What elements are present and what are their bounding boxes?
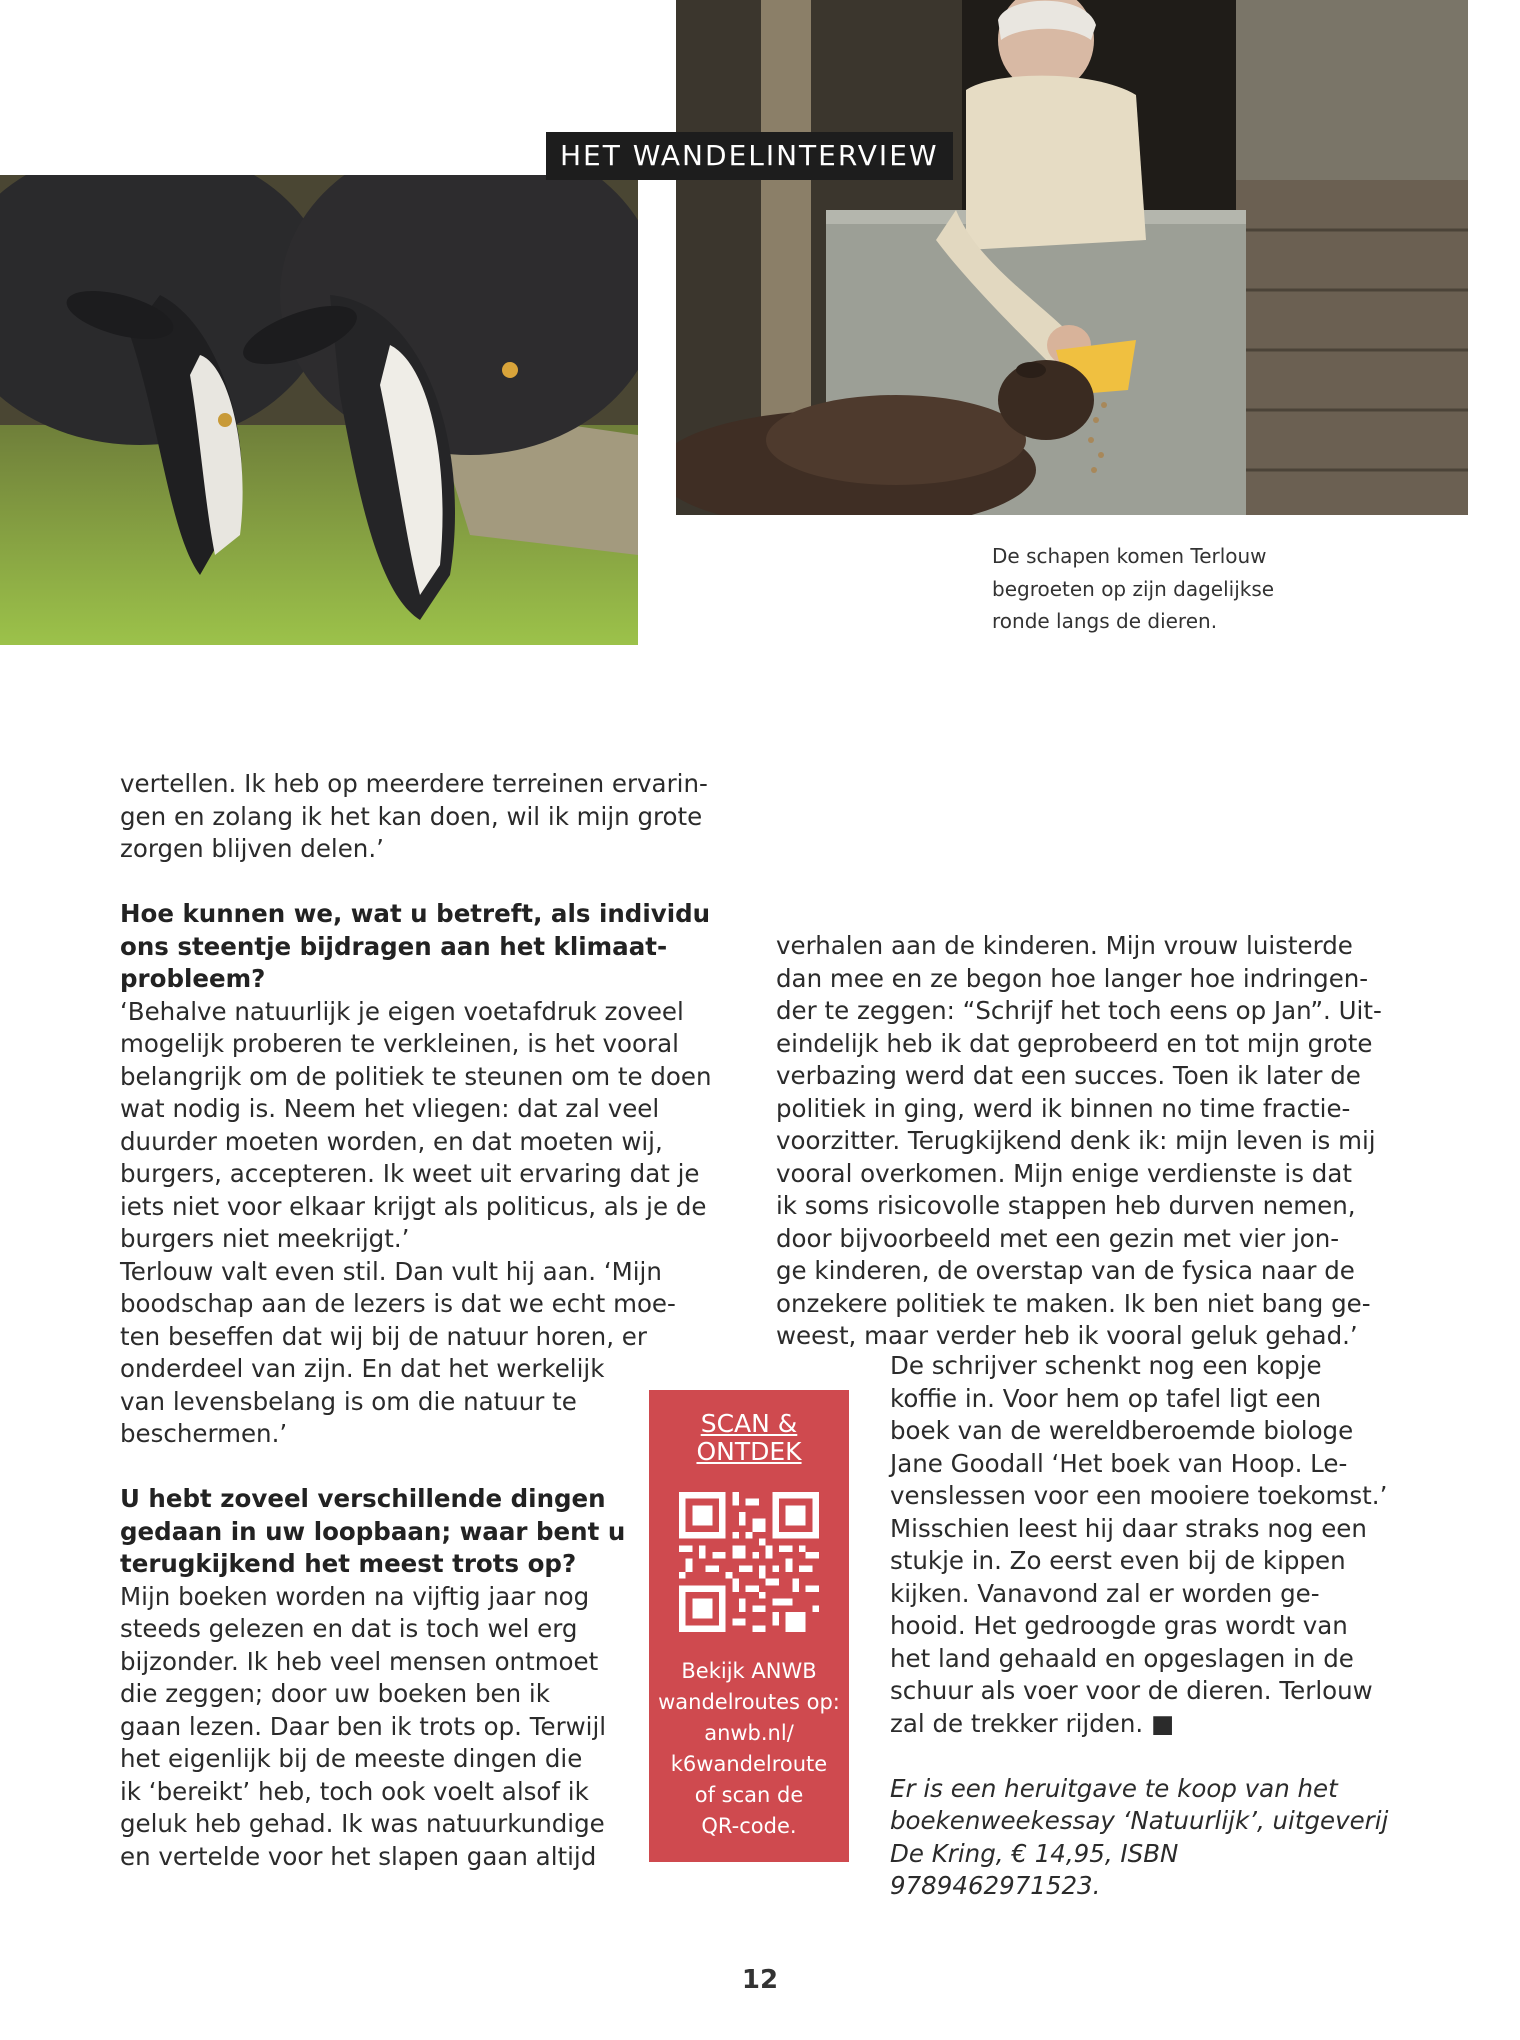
book-note-line: De Kring, € 14,95, ISBN 9789462971523. — [890, 1838, 1179, 1900]
body-line: ge kinderen, de overstap van de fysica naar de — [776, 1256, 1355, 1285]
body-line: weest, maar verder heb ik vooral geluk gehad.’ — [776, 1321, 1358, 1350]
question-line: ons steentje bijdragen aan het klimaat- — [120, 931, 668, 961]
body-line: hooid. Het gedroogde gras wordt van — [890, 1611, 1348, 1640]
body-line: koffie in. Voor hem op tafel ligt een — [890, 1383, 1322, 1413]
body-line: het land gehaald en opgeslagen in de — [890, 1643, 1354, 1673]
body-line: der te zeggen: “Schrijf het toch eens op Jan”. Uit- — [776, 996, 1382, 1025]
question-line: U hebt zoveel verschillende dingen — [120, 1484, 606, 1513]
body-line: van levensbelang is om die natuur te — [120, 1386, 577, 1416]
book-note-line: Er is een heruitgave te koop van het — [890, 1773, 1338, 1803]
body-line: voorzitter. Terugkijkend denk ik: mijn leven is mij — [776, 1126, 1376, 1155]
body-line: Jane Goodall ‘Het boek van Hoop. Le- — [890, 1448, 1348, 1478]
body-line: ‘Behalve natuurlijk je eigen voetafdruk zoveel — [120, 996, 684, 1026]
body-line: gen en zolang ik het kan doen, wil ik mijn grote — [120, 801, 703, 831]
body-line: Misschien leest hij daar straks nog een — [890, 1513, 1367, 1543]
body-line: zal de trekker rijden. ■ — [890, 1708, 1175, 1738]
body-line: ik soms risicovolle stappen heb durven nemen, — [776, 1191, 1356, 1220]
body-line: gaan lezen. Daar ben ik trots op. Terwijl — [120, 1711, 607, 1741]
question-line: gedaan in uw loopbaan; waar bent u — [120, 1516, 626, 1546]
article-left-column — [120, 768, 720, 1873]
body-line: De schrijver schenkt nog een kopje — [890, 1351, 1322, 1380]
body-line: ik ‘bereikt’ heb, toch ook voelt alsof ik — [120, 1776, 589, 1806]
body-line: Terlouw valt even stil. Dan vult hij aan. ‘Mijn — [120, 1256, 662, 1286]
body-line: politiek in ging, werd ik binnen no time fractie- — [776, 1093, 1351, 1123]
body-line: onzekere politiek te maken. Ik ben niet bang ge- — [776, 1288, 1371, 1318]
body-line: vertellen. Ik heb op meerdere terreinen ervarin- — [120, 769, 708, 798]
man-feeding-sheep-photo — [676, 0, 1468, 515]
body-line: schuur als voer voor de dieren. Terlouw — [890, 1676, 1373, 1705]
question-line: terugkijkend het meest trots op? — [120, 1549, 577, 1578]
body-line: belangrijk om de politiek te steunen om te doen — [120, 1061, 712, 1091]
body-line: beschermen.’ — [120, 1419, 288, 1448]
scan-promo-box — [649, 1390, 849, 1862]
section-label: HET WANDELINTERVIEW — [546, 132, 953, 180]
scan-text-line: QR-code. — [701, 1814, 797, 1838]
body-line: Mijn boeken worden na vijftig jaar nog — [120, 1581, 590, 1611]
body-line: iets niet voor elkaar krijgt als politicus, als je de — [120, 1191, 707, 1221]
body-line: zorgen blijven delen.’ — [120, 834, 384, 863]
body-line: en vertelde voor het slapen gaan altijd — [120, 1841, 597, 1871]
caption-line: begroeten op zijn dagelijkse — [992, 576, 1275, 601]
body-line: duurder moeten worden, en dat moeten wij, — [120, 1126, 663, 1156]
question-line: Hoe kunnen we, wat u betreft, als individu — [120, 899, 711, 928]
body-line: geluk heb gehad. Ik was natuurkundige — [120, 1809, 605, 1838]
body-line: boodschap aan de lezers is dat we echt moe- — [120, 1289, 676, 1318]
body-line: boek van de wereldberoemde biologe — [890, 1416, 1354, 1445]
paragraph-gap — [120, 866, 720, 899]
caption-line: ronde langs de dieren. — [992, 609, 1218, 633]
body-line: dan mee en ze begon hoe langer hoe indringen- — [776, 963, 1369, 993]
caption-line: De schapen komen Terlouw — [992, 544, 1267, 568]
scan-instructions — [649, 1656, 849, 1842]
article-right-column-top — [776, 930, 1396, 1353]
body-line: verhalen aan de kinderen. Mijn vrouw luisterde — [776, 931, 1353, 960]
body-line: door bijvoorbeeld met een gezin met vier jon- — [776, 1223, 1340, 1253]
scan-text-line: wandelroutes op: — [658, 1690, 840, 1714]
body-line: vooral overkomen. Mijn enige verdienste is dat — [776, 1158, 1352, 1188]
body-line: bijzonder. Ik heb veel mensen ontmoet — [120, 1646, 599, 1676]
page-number: 12 — [741, 1965, 779, 1995]
question-line: probleem? — [120, 964, 266, 993]
sheep-grazing-photo — [0, 175, 638, 645]
paragraph-gap — [890, 1740, 1390, 1773]
body-line: eindelijk heb ik dat geprobeerd en tot mijn grote — [776, 1028, 1373, 1058]
body-line: wat nodig is. Neem het vliegen: dat zal veel — [120, 1094, 660, 1123]
body-line: ten beseffen dat wij bij de natuur horen, er — [120, 1321, 647, 1351]
body-line: onderdeel van zijn. En dat het werkelijk — [120, 1354, 605, 1383]
scan-text-line: of scan de — [694, 1783, 804, 1807]
body-line: mogelijk proberen te verkleinen, is het vooral — [120, 1029, 679, 1058]
article-right-column-bottom — [890, 1350, 1390, 1903]
scan-title — [649, 1410, 849, 1466]
scan-text-line: Bekijk ANWB — [681, 1659, 817, 1683]
book-note-line: boekenweekessay ‘Natuurlijk’, uitgeverij — [890, 1806, 1389, 1835]
photo-caption — [992, 540, 1332, 638]
body-line: burgers niet meekrijgt.’ — [120, 1224, 410, 1253]
body-line: venslessen voor een mooiere toekomst.’ — [890, 1481, 1388, 1510]
scan-title-line: SCAN & — [700, 1409, 798, 1438]
body-line: die zeggen; door uw boeken ben ik — [120, 1679, 550, 1708]
body-line: stukje in. Zo eerst even bij de kippen — [890, 1546, 1346, 1575]
scan-link-line[interactable]: k6wandelroute — [670, 1752, 828, 1776]
scan-link-line[interactable]: anwb.nl/ — [704, 1721, 794, 1745]
scan-title-line: ONTDEK — [696, 1437, 802, 1466]
body-line: het eigenlijk bij de meeste dingen die — [120, 1744, 583, 1773]
body-line: steeds gelezen en dat is toch wel erg — [120, 1614, 578, 1643]
body-line: kijken. Vanavond zal er worden ge- — [890, 1578, 1320, 1608]
body-line: burgers, accepteren. Ik weet uit ervaring dat je — [120, 1159, 700, 1188]
body-line: verbazing werd dat een succes. Toen ik later de — [776, 1061, 1361, 1090]
paragraph-gap — [120, 1451, 720, 1484]
qr-code-icon[interactable] — [679, 1492, 819, 1632]
